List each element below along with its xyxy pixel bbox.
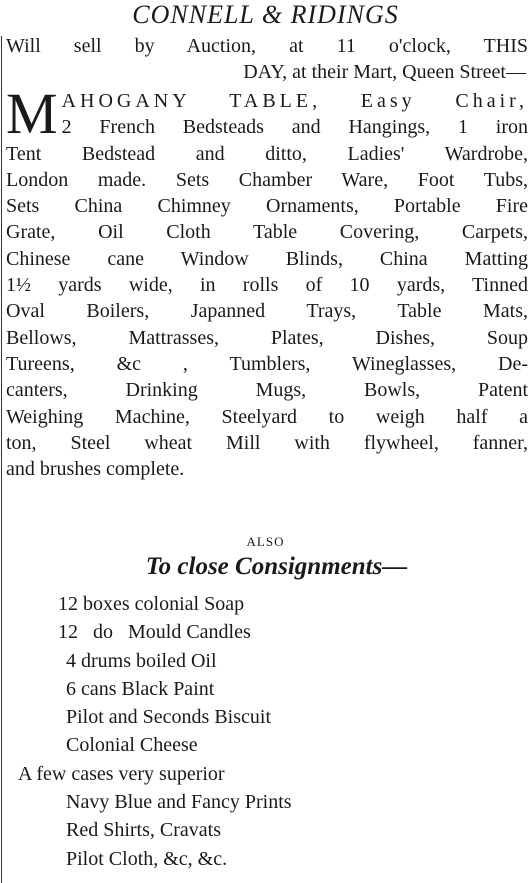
list-item: Colonial Cheese bbox=[66, 734, 198, 757]
list-item: Navy Blue and Fancy Prints bbox=[66, 791, 292, 814]
list-item: Red Shirts, Cravats bbox=[66, 819, 221, 842]
body-line: Tent Bedstead and ditto, Ladies' Wardrobe, bbox=[6, 142, 528, 165]
body-line: 2 French Bedsteads and Hangings, 1 iron bbox=[61, 116, 528, 139]
intro-paragraph bbox=[6, 33, 528, 85]
list-item: 12 do Mould Candles bbox=[58, 621, 251, 644]
body-line: and brushes complete. bbox=[6, 458, 185, 481]
list-item: 12 boxes colonial Soap bbox=[58, 593, 245, 615]
body-line: Chinese cane Window Blinds, China Matting bbox=[6, 247, 528, 270]
body-line: Weighing Machine, Steelyard to weigh half a bbox=[6, 405, 528, 428]
list-item: A few cases very superior bbox=[18, 762, 225, 785]
advertisement-title: CONNELL & RIDINGS bbox=[132, 0, 399, 29]
intro-line: DAY, at their Mart, Queen Street— bbox=[243, 61, 526, 83]
body-line: Bellows, Mattrasses, Plates, Dishes, Soup bbox=[6, 326, 528, 349]
body-line: Tureens, &c , Tumblers, Wineglasses, De- bbox=[6, 352, 528, 375]
body-line: ton, Steel wheat Mill with flywheel, fanner, bbox=[6, 431, 528, 454]
list-item: 4 drums boiled Oil bbox=[66, 649, 217, 672]
list-item: Pilot Cloth, &c, &c. bbox=[66, 847, 228, 870]
consignments-heading: To close Consignments— bbox=[145, 553, 408, 580]
body-line: canters, Drinking Mugs, Bowls, Patent bbox=[6, 379, 528, 402]
drop-cap: M bbox=[6, 81, 58, 146]
also-label: ALSO bbox=[246, 534, 285, 549]
body-line: Grate, Oil Cloth Table Covering, Carpets, bbox=[6, 221, 528, 244]
body-line: Sets China Chimney Ornaments, Portable Fire bbox=[6, 195, 528, 218]
intro-line: Will sell by Auction, at 11 o'clock, THIS bbox=[6, 35, 528, 57]
body-line: London made. Sets Chamber Ware, Foot Tubs, bbox=[6, 168, 528, 191]
list-item: 6 cans Black Paint bbox=[66, 677, 215, 700]
body-line: 1½ yards wide, in rolls of 10 yards, Tinned bbox=[6, 274, 528, 297]
goods-list-paragraph bbox=[6, 81, 528, 482]
consignment-list bbox=[0, 590, 531, 873]
body-line: Oval Boilers, Japanned Trays, Table Mats, bbox=[6, 300, 528, 323]
list-item: Pilot and Seconds Biscuit bbox=[66, 706, 271, 729]
body-line: AHOGANY TABLE, Easy Chair, bbox=[61, 90, 528, 112]
